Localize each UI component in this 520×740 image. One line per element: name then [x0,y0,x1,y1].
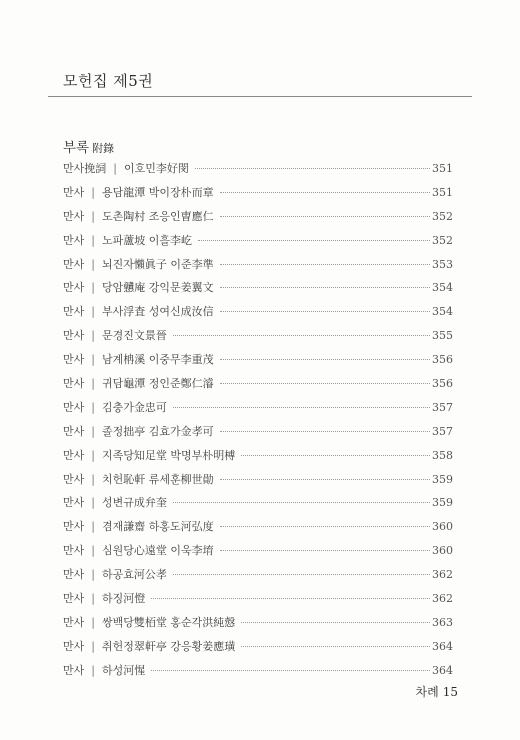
entry-page-number: 359 [432,496,453,510]
toc-entry[interactable] [63,471,453,495]
entry-title: 부사浮査 성여신成汝信 [101,305,214,319]
entry-page-number: 352 [432,233,453,247]
toc-entry[interactable] [63,279,453,303]
toc-entry[interactable] [63,256,453,280]
dot-leader [220,192,430,193]
entry-label: 만사 [63,639,85,653]
entry-title: 심원당心遠堂 이욱李堉 [101,544,214,558]
entry-page-number: 352 [432,209,453,223]
entry-separator: | [91,281,95,295]
toc-entry[interactable] [63,447,453,471]
toc-entry[interactable] [63,542,453,566]
dot-leader [220,550,430,551]
entry-page-number: 351 [432,162,453,175]
dot-leader [173,335,430,336]
entry-separator: | [91,424,95,438]
entry-separator: | [91,639,95,653]
entry-page-number: 357 [432,400,453,414]
entry-title: 취헌정翠軒亭 강응황姜應璜 [101,639,236,653]
dot-leader [220,264,430,265]
entry-separator: | [91,544,95,558]
entry-label: 만사 [63,544,85,558]
dot-leader [173,574,430,575]
table-of-contents [63,160,453,686]
entry-page-number: 356 [432,377,453,391]
entry-title: 성변규成弁奎 [101,496,167,510]
entry-label: 만사 [63,185,85,199]
entry-separator: | [91,400,95,414]
entry-page-number: 360 [432,520,453,534]
dot-leader [173,502,430,503]
dot-leader [195,168,430,169]
entry-page-number: 356 [432,353,453,367]
dot-leader [220,479,430,480]
dot-leader [220,311,430,312]
entry-title: 귀담龜潭 정인준鄭仁濬 [101,377,214,391]
dot-leader [220,216,430,217]
entry-label: 만사 [63,257,85,271]
header-divider [48,96,472,97]
dot-leader [220,287,430,288]
entry-title: 김충가金忠可 [101,400,167,414]
entry-title: 남계柟溪 이중무李重茂 [101,353,214,367]
dot-leader [241,455,430,456]
entry-title: 치헌恥軒 류세훈柳世勛 [101,472,214,486]
entry-title: 하징河憕 [101,592,146,606]
dot-leader [220,383,430,384]
entry-label: 만사 [63,233,85,247]
dot-leader [220,431,430,432]
entry-separator: | [91,353,95,367]
dot-leader [241,622,430,623]
entry-separator: | [91,592,95,606]
toc-entry[interactable] [63,184,453,208]
entry-label: 만사 [63,496,85,510]
toc-entry[interactable] [63,303,453,327]
entry-page-number: 357 [432,424,453,438]
entry-label: 만사 [63,568,85,582]
toc-entry[interactable] [63,566,453,590]
entry-label: 만사 [63,305,85,319]
entry-separator: | [91,329,95,343]
section-title-hanja: 附錄 [92,142,115,155]
volume-title: 모헌집 제5권 [63,72,154,90]
entry-label: 만사 [63,472,85,486]
entry-page-number: 355 [432,329,453,343]
entry-page-number: 364 [432,663,453,677]
toc-entry[interactable] [63,351,453,375]
entry-title: 뇌진자懶眞子 이준李準 [101,257,214,271]
dot-leader [151,670,430,671]
entry-page-number: 362 [432,568,453,582]
dot-leader [220,526,430,527]
entry-separator: | [91,233,95,247]
entry-separator: | [113,162,117,175]
toc-entry[interactable] [63,327,453,351]
entry-title: 당암戇庵 강익문姜翼文 [101,281,214,295]
entry-label: 만사 [63,281,85,295]
toc-entry[interactable] [63,518,453,542]
entry-title: 지족당知足堂 박명부朴明榑 [101,448,236,462]
entry-label: 만사 [63,329,85,343]
entry-title: 쌍백당雙栢堂 홍순각洪純慤 [101,615,236,629]
entry-separator: | [91,663,95,677]
entry-label: 만사 [63,448,85,462]
toc-entry[interactable] [63,590,453,614]
entry-label: 만사 [63,353,85,367]
entry-title: 겸재謙齋 하홍도河弘度 [101,520,214,534]
entry-title: 문경진文景晉 [101,329,167,343]
entry-separator: | [91,448,95,462]
entry-title: 졸정拙亭 김효가金孝可 [101,424,214,438]
entry-label: 만사 [63,592,85,606]
entry-page-number: 359 [432,472,453,486]
entry-label: 만사 [63,663,85,677]
entry-title: 하공효河公孝 [101,568,167,582]
entry-separator: | [91,377,95,391]
entry-page-number: 354 [432,281,453,295]
entry-separator: | [91,209,95,223]
toc-entry[interactable] [63,638,453,662]
toc-entry[interactable] [63,208,453,232]
entry-page-number: 358 [432,448,453,462]
dot-leader [198,240,430,241]
entry-separator: | [91,520,95,534]
toc-entry[interactable] [63,423,453,447]
entry-separator: | [91,472,95,486]
entry-title: 도촌陶村 조응인曺應仁 [101,209,214,223]
toc-entry[interactable] [63,375,453,399]
entry-separator: | [91,305,95,319]
entry-page-number: 351 [432,185,453,199]
entry-label: 만사 [63,400,85,414]
entry-label: 만사 [63,424,85,438]
toc-entry[interactable] [63,399,453,423]
entry-label: 만사 [63,209,85,223]
entry-label: 만사 [63,377,85,391]
dot-leader [151,598,430,599]
dot-leader [220,359,430,360]
toc-entry[interactable] [63,614,453,638]
entry-separator: | [91,615,95,629]
entry-page-number: 354 [432,305,453,319]
entry-page-number: 364 [432,639,453,653]
entry-title: 하성河惺 [101,663,146,677]
entry-label: 만사 [63,520,85,534]
page-number: 15 [442,685,458,699]
entry-title: 용담龍潭 박이장朴而章 [101,185,214,199]
footer-label: 차례 [415,685,439,699]
entry-label: 만사挽詞 [63,162,107,175]
entry-separator: | [91,185,95,199]
entry-page-number: 353 [432,257,453,271]
toc-entry[interactable] [63,494,453,518]
entry-title: 노파蘆坡 이흘李屹 [101,233,192,247]
entry-page-number: 363 [432,615,453,629]
section-title [63,136,114,156]
toc-entry[interactable] [63,662,453,686]
entry-separator: | [91,496,95,510]
entry-title: 이호민李好閔 [123,162,189,175]
section-title-korean: 부록 [63,140,90,156]
dot-leader [241,646,430,647]
entry-page-number: 360 [432,544,453,558]
dot-leader [173,407,430,408]
toc-entry[interactable] [63,160,453,184]
entry-separator: | [91,257,95,271]
entry-separator: | [91,568,95,582]
toc-entry[interactable] [63,232,453,256]
entry-label: 만사 [63,615,85,629]
entry-page-number: 362 [432,592,453,606]
page-footer [416,683,458,700]
